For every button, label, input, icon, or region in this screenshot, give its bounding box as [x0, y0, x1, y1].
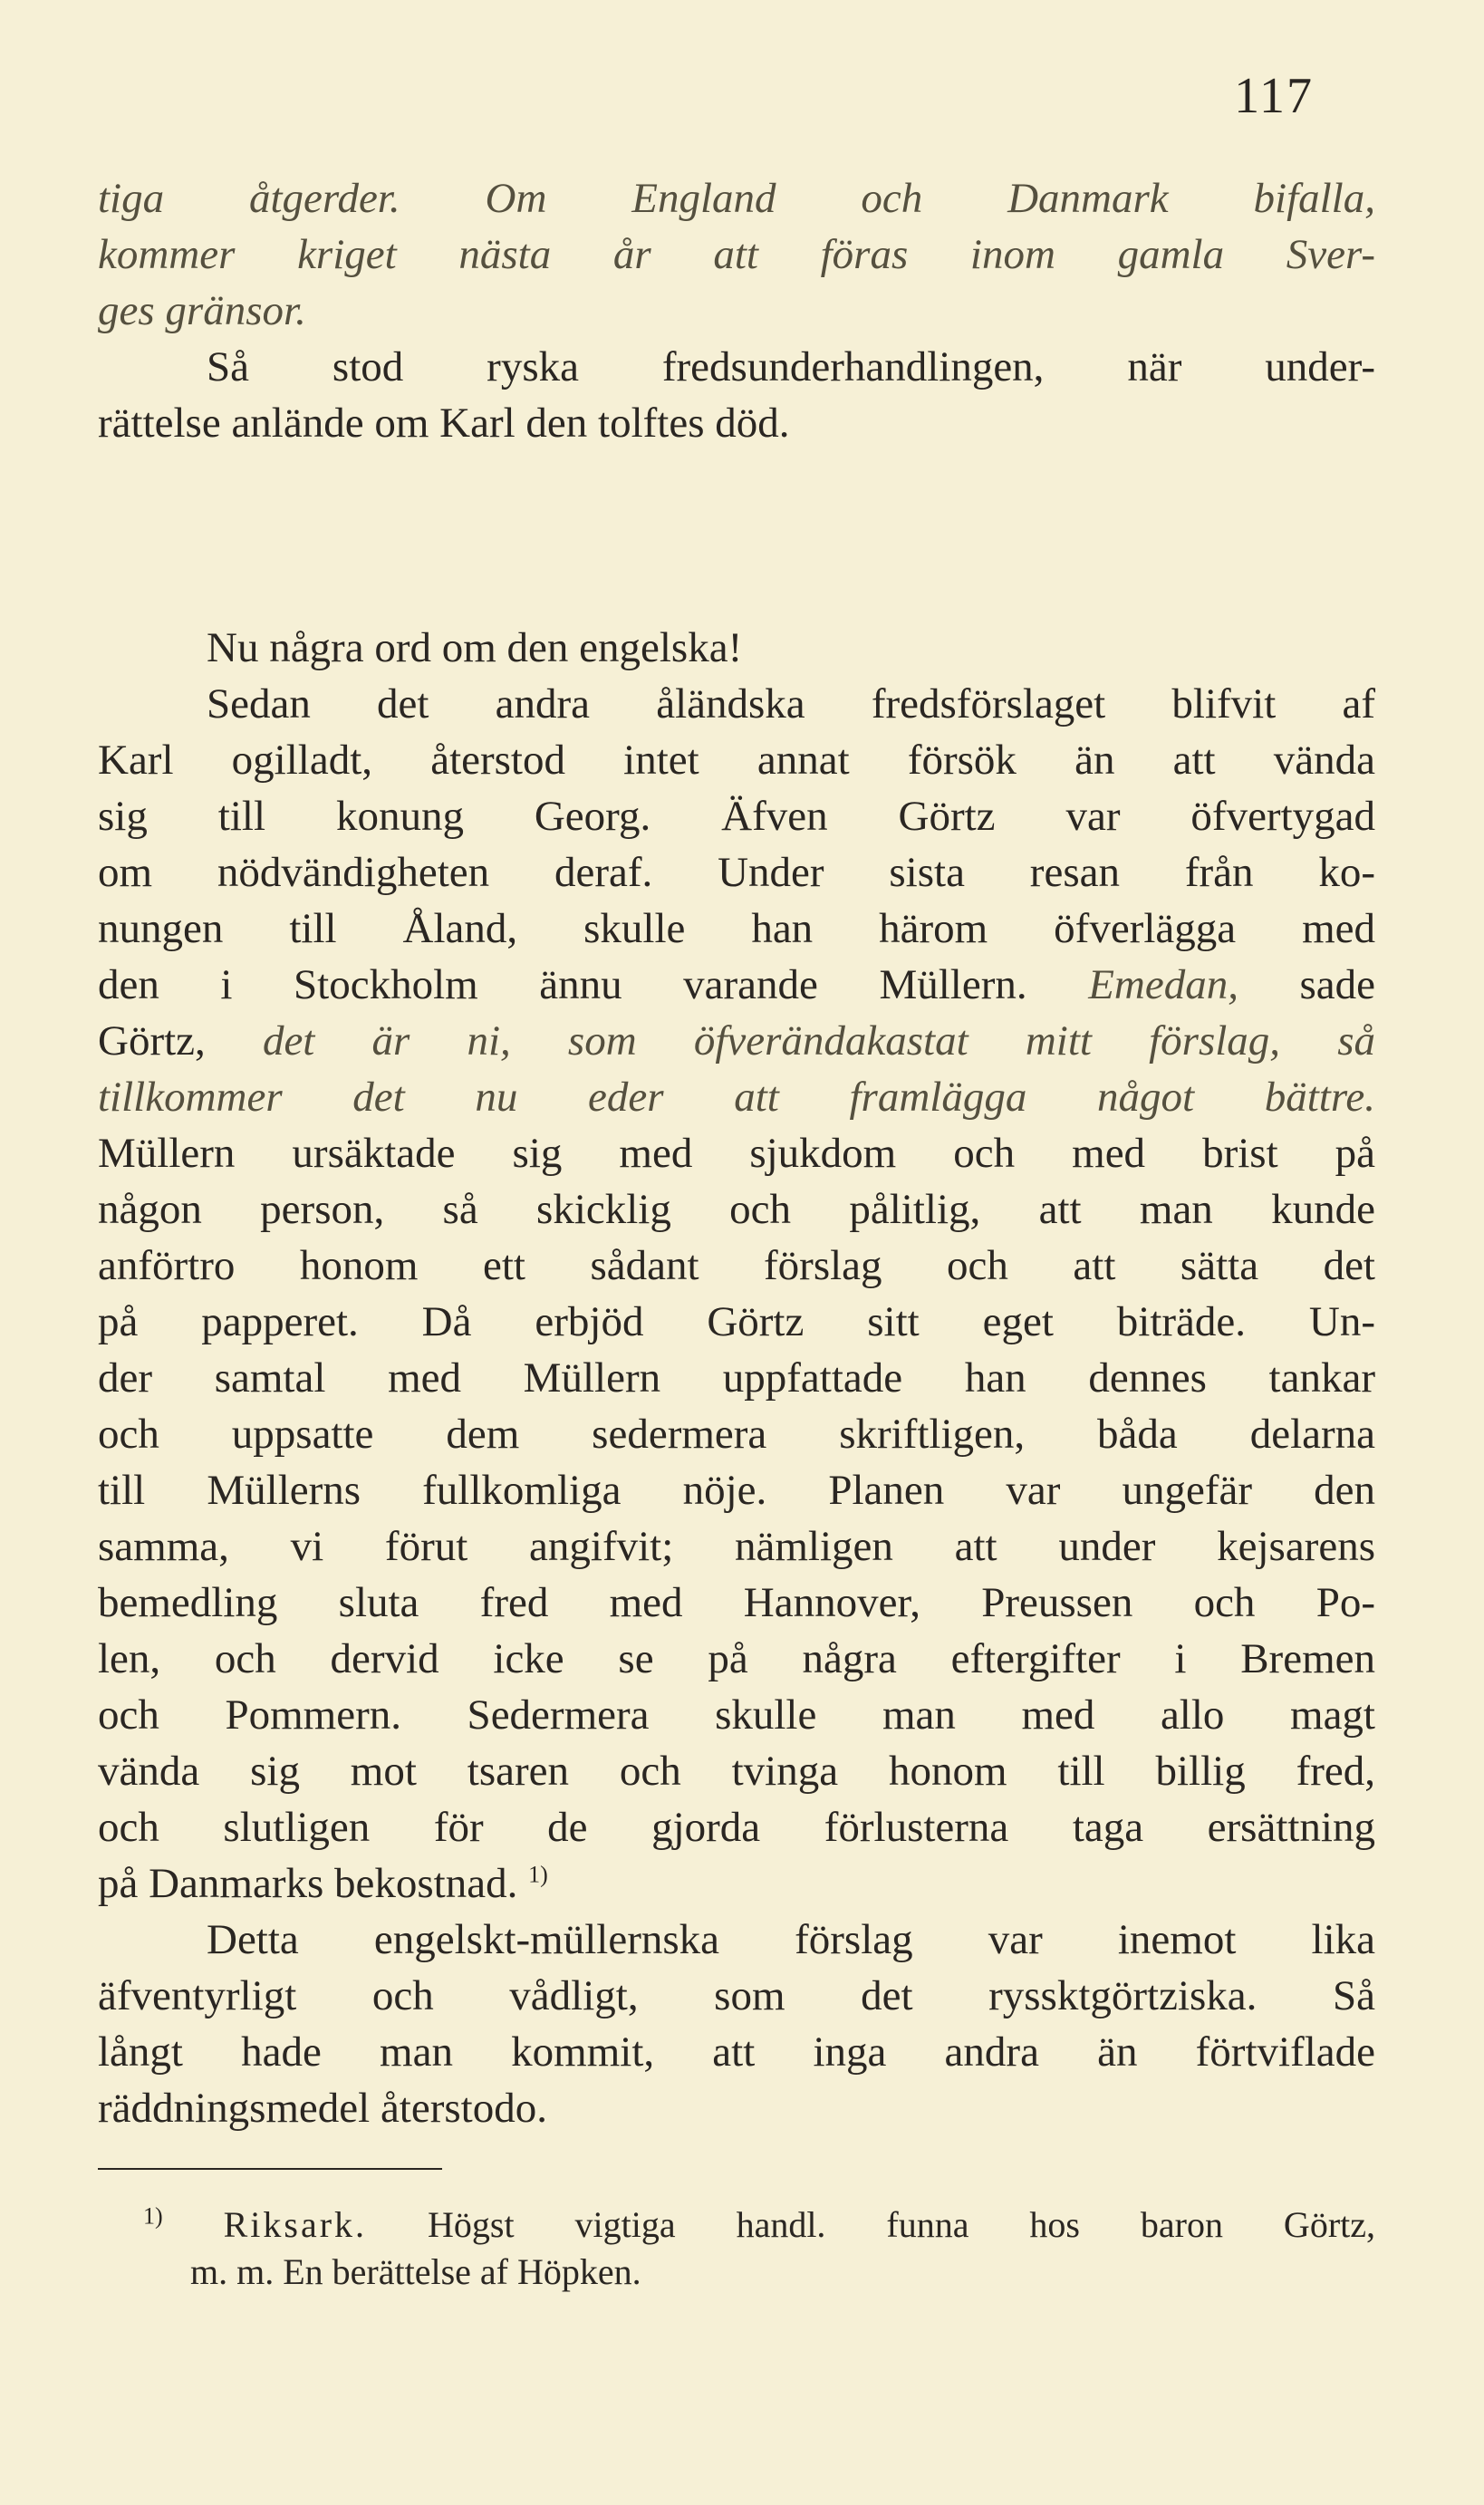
text-segment: den i Stockholm ännu varande Müllern. — [98, 961, 1027, 1008]
text-line: någon person, så skicklig och pålitlig, att man kunde — [98, 1186, 1375, 1233]
text-segment: på Danmarks bekostnad. — [98, 1860, 518, 1907]
footnote-text: Högst vigtiga handl. funna hos baron Görtz, — [428, 2204, 1376, 2245]
text-line: samma, vi förut angifvit; nämligen att under kejsarens — [98, 1523, 1375, 1570]
text-segment-italic: det är ni, som öfverändakastat mitt förslag, så — [262, 1017, 1376, 1065]
text-line: vända sig mot tsaren och tvinga honom till billig fred, — [98, 1748, 1375, 1795]
text-line — [98, 959, 1375, 1011]
footnote-line: m. m. En berättelse af Höpken. — [190, 2251, 641, 2292]
text-line: Detta engelskt-müllernska förslag var inemot lika — [207, 1916, 1375, 1963]
footnote-reference: 1) — [528, 1861, 548, 1888]
text-line: anförtro honom ett sådant förslag och att sätta det — [98, 1242, 1375, 1289]
footnote-marker: 1) — [143, 2202, 163, 2230]
text-line: rättelse anlände om Karl den tolftes död. — [98, 400, 790, 447]
text-line: på papperet. Då erbjöd Görtz sitt eget biträde. Un- — [98, 1298, 1375, 1345]
footnote-divider — [98, 2168, 442, 2170]
text-line: Müllern ursäktade sig med sjukdom och med brist på — [98, 1130, 1375, 1177]
text-line: kommer kriget nästa år att föras inom gamla Sver- — [98, 231, 1375, 278]
text-line: och Pommern. Sedermera skulle man med allo magt — [98, 1691, 1375, 1739]
text-line: nungen till Åland, skulle han härom öfverlägga med — [98, 905, 1375, 952]
text-line: långt hade man kommit, att inga andra än förtviflade — [98, 2028, 1375, 2076]
text-line: der samtal med Müllern uppfattade han dennes tankar — [98, 1354, 1375, 1402]
footnote-line — [143, 2203, 1375, 2247]
text-segment-italic: Emedan, — [1088, 961, 1238, 1008]
text-line: bemedling sluta fred med Hannover, Preussen och Po- — [98, 1579, 1375, 1626]
text-line: till Müllerns fullkomliga nöje. Planen var ungefär den — [98, 1467, 1375, 1514]
text-line: Så stod ryska fredsunderhandlingen, när under- — [207, 343, 1375, 390]
text-line — [98, 1015, 1375, 1067]
page-number: 117 — [1234, 68, 1314, 124]
text-line: ges gränsor. — [98, 287, 306, 334]
text-line: och slutligen för de gjorda förlusterna taga ersättning — [98, 1804, 1375, 1851]
text-line — [98, 1857, 1375, 1910]
text-line: Nu några ord om den engelska! — [207, 624, 743, 671]
text-line: och uppsatte dem sedermera skriftligen, båda delarna — [98, 1411, 1375, 1458]
footnote-source: Riksark. — [223, 2204, 368, 2245]
text-line: äfventyrligt och vådligt, som det ryssktgörtziska. Så — [98, 1972, 1375, 2019]
text-line: Sedan det andra åländska fredsförslaget blifvit af — [207, 680, 1375, 727]
text-line: om nödvändigheten deraf. Under sista resan från ko- — [98, 849, 1375, 896]
text-line: Karl ogilladt, återstod intet annat försök än att vända — [98, 737, 1375, 784]
text-line: sig till konung Georg. Äfven Görtz var öfvertygad — [98, 793, 1375, 840]
text-line: tillkommer det nu eder att framlägga något bättre. — [98, 1074, 1375, 1121]
text-line: räddningsmedel återstodo. — [98, 2085, 547, 2132]
text-segment: Görtz, — [98, 1017, 206, 1065]
text-line: tiga åtgerder. Om England och Danmark bifalla, — [98, 175, 1375, 222]
text-segment: sade — [1299, 961, 1376, 1008]
text-line: len, och dervid icke se på några eftergifter i Bremen — [98, 1635, 1375, 1682]
